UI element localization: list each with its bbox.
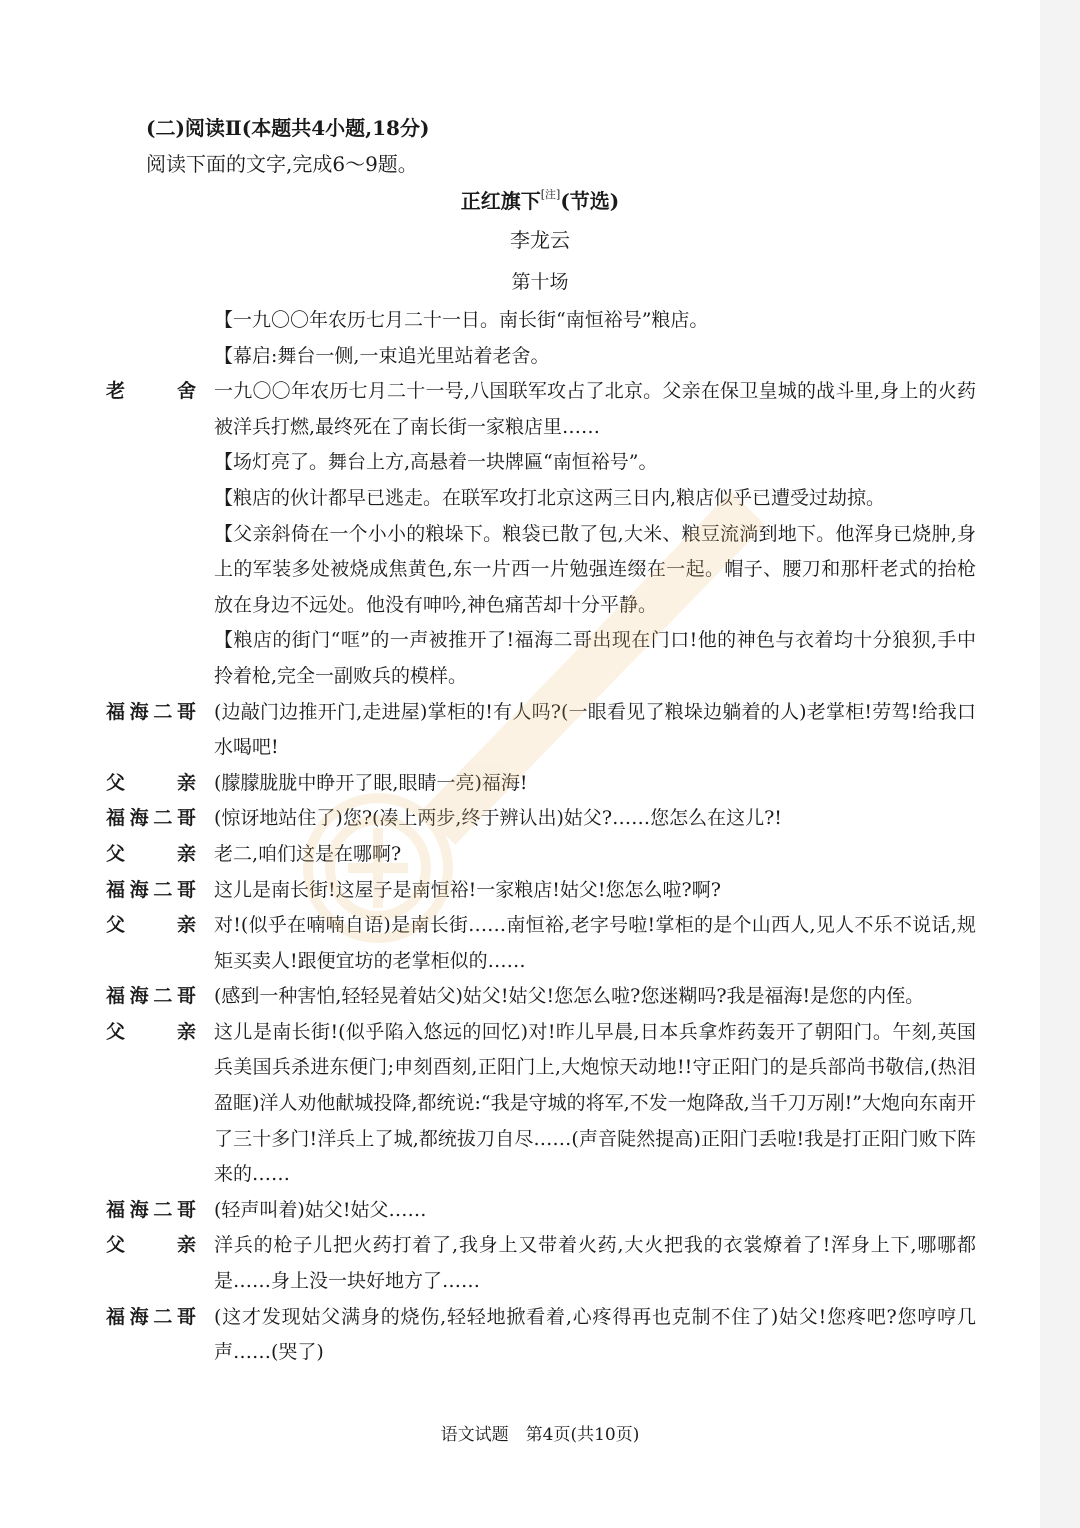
dialogue-text: 一九〇〇年农历七月二十一号,八国联军攻占了北京。父亲在保卫皇城的战斗里,身上的火药被洋兵打燃,最终死在了南长街一家粮店里…… [214,380,976,438]
speaker-name: 福海二哥 [106,985,196,1008]
speaker-name: 福海二哥 [106,1305,196,1328]
dialogue-text: (惊讶地站住了)您?(凑上两步,终于辨认出)姑父?……您怎么在这儿?! [214,807,782,830]
speaker-name: 父亲 [106,842,196,865]
dialogue-text: 洋兵的枪子儿把火药打着了,我身上又带着火药,大火把我的衣裳燎着了!浑身上下,哪哪都是……身上没一块好地方了…… [214,1234,976,1293]
dialogue-line [106,908,976,979]
dialogue-line [106,837,976,873]
dialogue-text: 对!(似乎在喃喃自语)是南长街……南恒裕,老字号啦!掌柜的是个山西人,见人不乐不说话,规矩买卖人!跟便宜坊的老掌柜似的…… [214,914,976,972]
speaker-name: 老舍 [106,380,196,403]
speaker-name: 福海二哥 [106,1198,196,1221]
stage-direction: 【粮店的伙计都早已逃走。在联军攻打北京这两三日内,粮店似乎已遭受过劫掠。 [214,486,886,509]
stage-direction: 【幕启:舞台一侧,一束追光里站着老舍。 [214,344,550,367]
dialogue-text: (边敲门边推开门,走进屋)掌柜的!有人吗?(一眼看见了粮垛边躺着的人)老掌柜!劳驾!给我口水喝吧! [214,700,976,759]
stage-direction: 【场灯亮了。舞台上方,高悬着一块牌匾“南恒裕号”。 [214,451,658,474]
dialogue-text: 这儿是南长街!这屋子是南恒裕!一家粮店!姑父!您怎么啦?啊? [214,878,721,901]
dialogue-line [106,766,976,802]
dialogue-text: (这才发现姑父满身的烧伤,轻轻地掀看着,心疼得再也克制不住了)姑父!您疼吧?您哼哼几声……(哭了) [214,1305,976,1364]
speaker-name: 福海二哥 [106,807,196,830]
play-title [0,185,1080,214]
stage-direction: 【父亲斜倚在一个小小的粮垛下。粮袋已散了包,大米、粮豆流淌到地下。他浑身已烧肿,身上的军装多处被烧成焦黄色,东一片西一片勉强连缀在一起。帽子、腰刀和那杆老式的抬枪放在身边不远处。他没有呻吟,神色痛苦却十分平静。 [214,522,976,616]
reading-instruction: 阅读下面的文字,完成6～9题。 [146,152,418,176]
dialogue-text: 老二,咱们这是在哪啊? [214,842,402,865]
section-heading: (二)阅读Ⅱ(本题共4小题,18分) [146,116,430,140]
speaker-name: 父亲 [106,1234,196,1257]
dialogue-line [106,695,976,766]
speaker-name: 父亲 [106,1020,196,1043]
play-script-body [106,303,976,1371]
speaker-name: 福海二哥 [106,700,196,723]
dialogue-text: 这儿是南长街!(似乎陷入悠远的回忆)对!昨儿早晨,日本兵拿炸药轰开了朝阳门。午刻,英国兵美国兵杀进东便门;申刻酉刻,正阳门上,大炮惊天动地!!守正阳门的是兵部尚书敬信,(热泪盈眶)洋人劝他献城投降,都统说:“我是守城的将军,不发一炮降敌,当千刀万剐!”大炮向东南开了三十多门!洋兵上了城,都统拔刀自尽……(声音陡然提高)正阳门丢啦!我是打正阳门败下阵来的…… [214,1020,976,1186]
dialogue-line [106,979,976,1015]
dialogue-text: (朦朦胧胧中睁开了眼,眼睛一亮)福海! [214,771,528,794]
speaker-name: 父亲 [106,914,196,937]
dialogue-line [106,374,976,445]
title-suffix: (节选) [560,189,620,213]
dialogue-line [106,873,976,909]
title-footnote-marker: [注] [540,188,561,202]
stage-direction: 【粮店的街门“哐”的一声被推开了!福海二哥出现在门口!他的神色与衣着均十分狼狈,手中拎着枪,完全一副败兵的模样。 [214,629,976,687]
dialogue-text: (感到一种害怕,轻轻晃着姑父)姑父!姑父!您怎么啦?您迷糊吗?我是福海!是您的内侄。 [214,985,925,1008]
title-main: 正红旗下 [460,189,541,213]
dialogue-text: (轻声叫着)姑父!姑父…… [214,1198,427,1221]
dialogue-line [106,1228,976,1299]
dialogue-line [106,801,976,837]
dialogue-line [106,1193,976,1229]
stage-direction: 【一九〇〇年农历七月二十一日。南长街“南恒裕号”粮店。 [214,309,709,331]
author-name: 李龙云 [510,228,570,252]
speaker-name: 福海二哥 [106,878,196,901]
speaker-name: 父亲 [106,771,196,794]
scene-heading: 第十场 [511,271,569,293]
dialogue-line [106,1300,976,1371]
page-footer: 语文试题 第4页(共10页) [440,1425,640,1445]
dialogue-line [106,1015,976,1193]
